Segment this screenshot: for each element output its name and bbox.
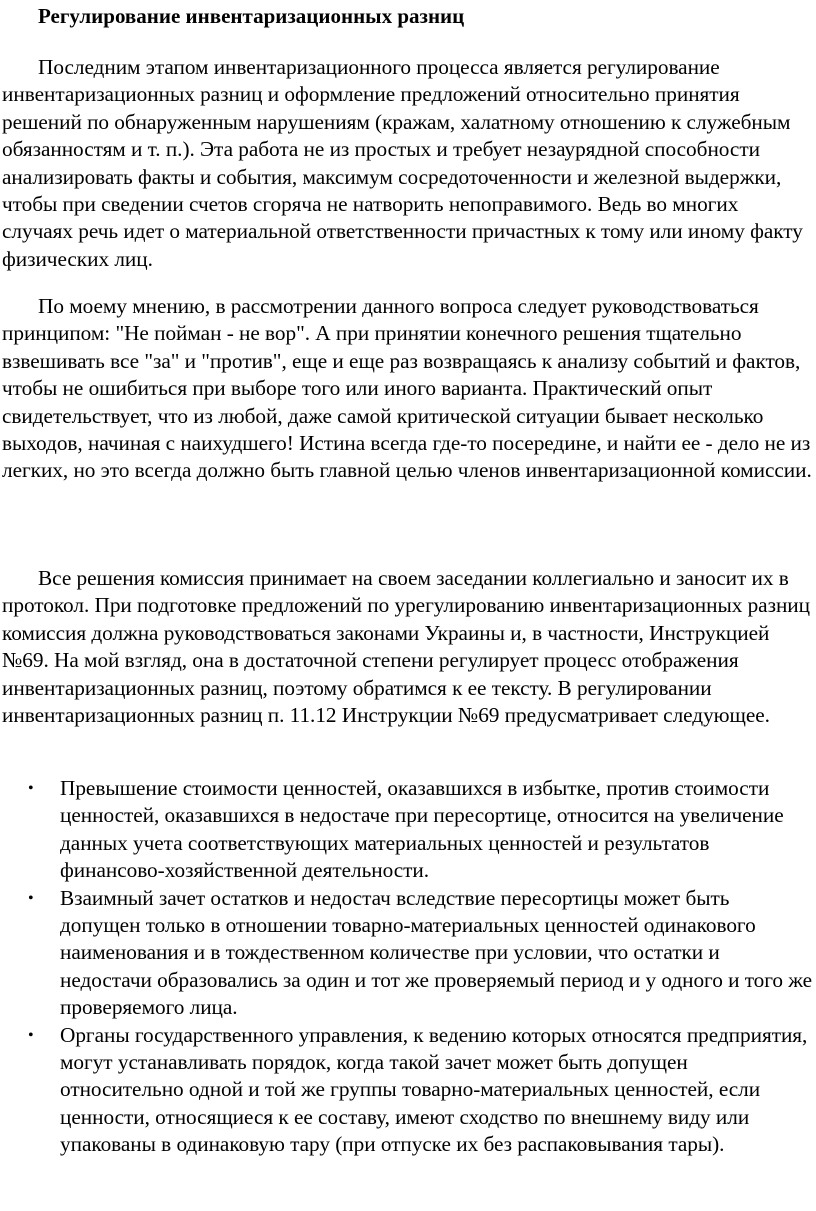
paragraph-final-stage: Последним этапом инвентаризационного процесса является регулирование инвентаризационных разниц и оформление предложений относительно принятия решений по обнаруженным нарушениям (кражам, халатному отношению к служебным обязанностям и т. п.). Эта работа не из простых и требует незаурядной способности анализировать факты и события, максимум сосредоточенности и железной выдержки, чтобы при сведении счетов сгоряча не натворить непоправимого. Ведь во многих случаях речь идет о материальной ответственности причастных к тому или иному факту физических лиц. — [2, 55, 803, 271]
list-item — [2, 775, 814, 885]
bullet-icon: • — [28, 780, 34, 797]
paragraph-opinion: По моему мнению, в рассмотрении данного вопроса следует руководствоваться принципом: "Не пойман - не вор". А при принятии конечного решения тщательно взвешивать все "за" и "против", еще и еще раз возвращаясь к анализу событий и фактов, чтобы не ошибиться при выборе того или иного варианта. Практический опыт свидетельствует, что из любой, даже самой критической ситуации бывает несколько выходов, начиная с наихудшего! Истина всегда где-то посередине, и найти ее - дело не из легких, но это всегда должно быть главной целью членов инвентаризационной комиссии. — [2, 294, 812, 483]
list-item-text: Превышение стоимости ценностей, оказавшихся в избытке, против стоимости ценностей, оказавшихся в недостаче при пересортице, относится на увеличение данных учета соответствующих материальных ценностей и результатов финансово-хозяйственной деятельности. — [60, 776, 784, 883]
list-item-text: Взаимный зачет остатков и недостач вследствие пересортицы может быть допущен только в отношении товарно-материальных ценностей одинакового наименования и в тождественном количестве при условии, что остатки и недостачи образовались за один и тот же проверяемый период и у одного и того же проверяемого лица. — [60, 885, 813, 1020]
document-heading: Регулирование инвентаризационных разниц — [38, 4, 465, 28]
regulation-list — [2, 775, 814, 1159]
paragraph-commission-decisions: Все решения комиссия принимает на своем заседании коллегиально и заносит их в протокол. При подготовке предложений по урегулированию инвентаризационных разниц комиссия должна руководствоваться законами Украины и, в частности, Инструкцией №69. На мой взгляд, она в достаточной степени регулирует процесс отображения инвентаризационных разниц, поэтому обратимся к ее тексту. В регулировании инвентаризационных разниц п. 11.12 Инструкции №69 предусматривает следующее. — [2, 566, 810, 728]
list-item — [2, 885, 814, 1022]
list-item — [2, 1022, 814, 1159]
bullet-icon: • — [28, 889, 34, 907]
list-item-text: Органы государственного управления, к ведению которых относятся предприятия, могут устанавливать порядок, когда такой зачет может быть допущен относительно одной и той же группы товарно-материальных ценностей, если ценности, относящиеся к ее составу, имеют сходство по внешнему виду или упакованы в одинаковую тару (при отпуске их без распаковывания тары). — [60, 1022, 808, 1157]
bullet-icon: • — [28, 1026, 34, 1044]
